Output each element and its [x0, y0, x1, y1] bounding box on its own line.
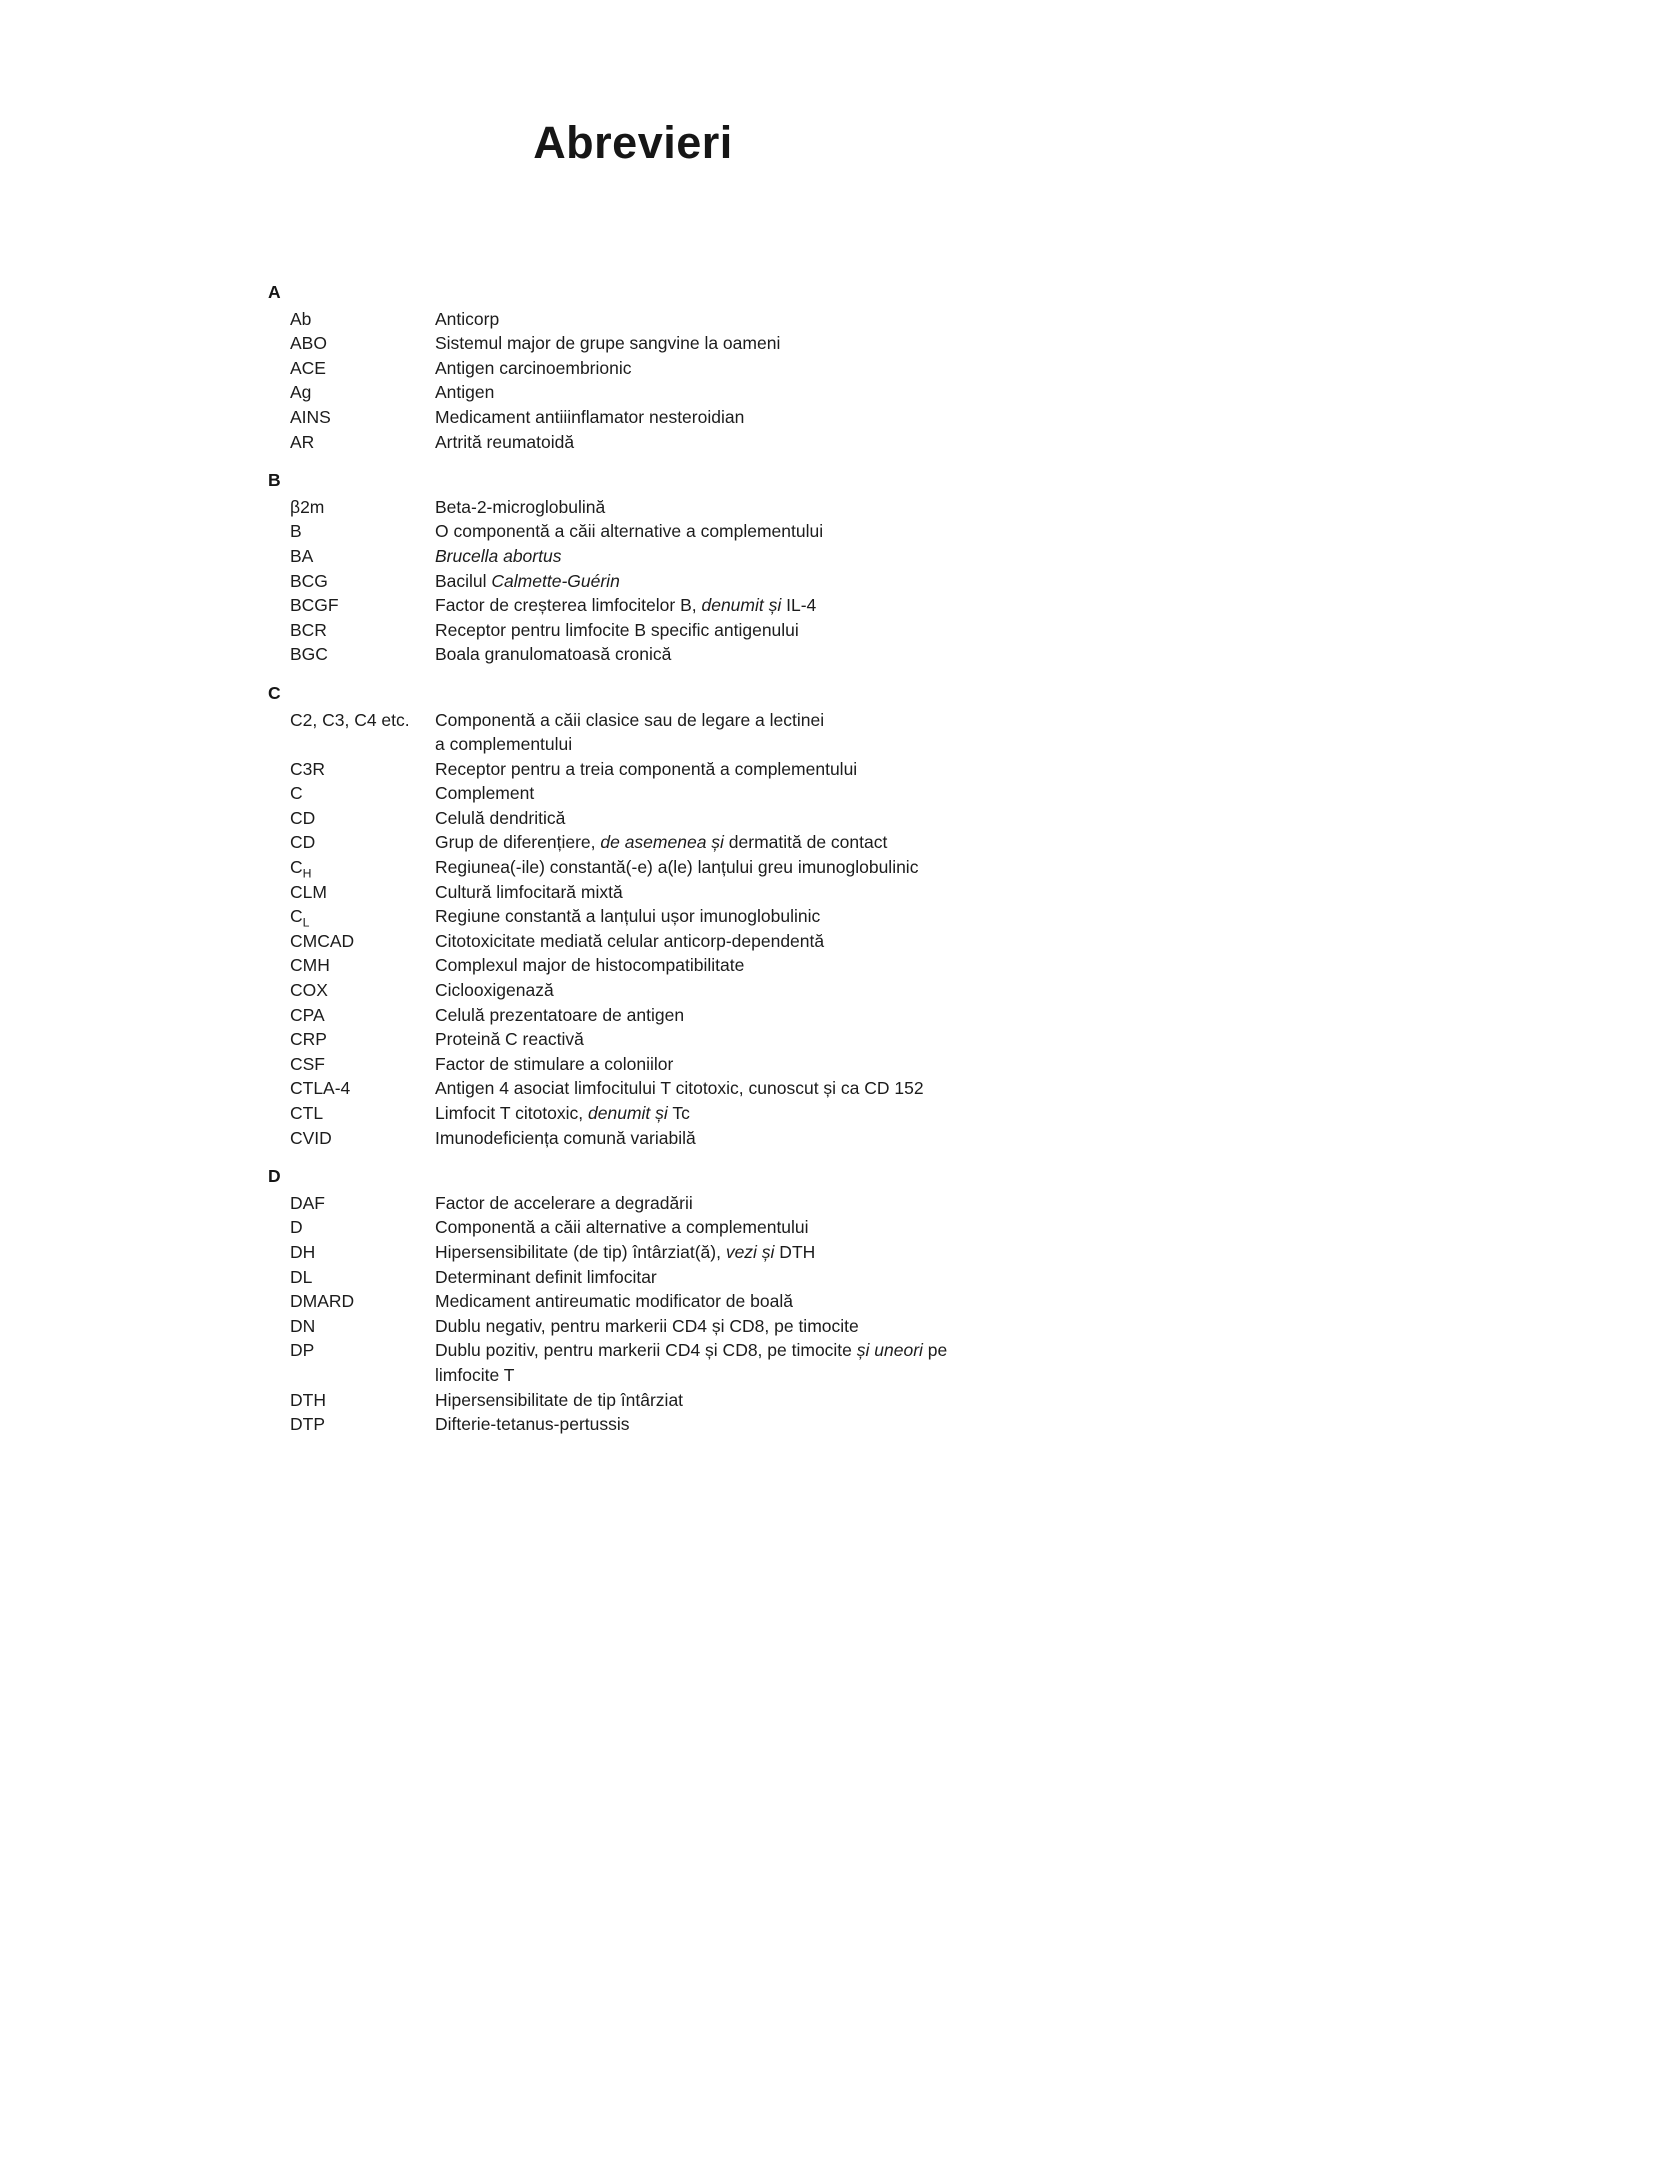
text-segment: BGC	[290, 644, 328, 665]
text-segment: Celulă dendritică	[435, 807, 566, 828]
abbreviation-term	[290, 1240, 435, 1265]
text-segment: Beta-2-microglobulină	[435, 496, 606, 517]
text-segment: BCR	[290, 619, 327, 640]
abbreviation-definition	[435, 1076, 998, 1101]
text-segment: CVID	[290, 1127, 332, 1148]
abbreviation-term	[290, 1265, 435, 1290]
abbreviation-row	[268, 593, 998, 618]
abbreviation-term	[290, 1215, 435, 1240]
text-segment: Antigen carcinoembrionic	[435, 357, 632, 378]
text-segment: Regiune constantă a lanțului ușor imunoglobulinic	[435, 906, 821, 927]
text-segment: Antigen	[435, 382, 495, 403]
text-segment: DTH	[774, 1241, 816, 1262]
abbreviation-term	[290, 1191, 435, 1216]
text-segment: Limfocit T citotoxic,	[435, 1103, 589, 1123]
italic-text: de asemenea și	[600, 832, 724, 853]
abbreviation-definition	[435, 380, 998, 405]
abbreviation-row	[268, 1289, 998, 1314]
text-segment: IL-4	[781, 595, 817, 616]
text-segment: BCGF	[290, 595, 339, 616]
page-title: Abrevieri	[533, 117, 733, 168]
text-segment: Dublu negativ, pentru markerii CD4 și CD8, pe timocite	[435, 1315, 859, 1336]
text-segment: DAF	[290, 1192, 325, 1213]
text-segment: Componentă a căii alternative a complementului	[435, 1217, 809, 1238]
text-segment: Difterie-tetanus-pertussis	[435, 1414, 630, 1435]
abbreviation-row	[268, 356, 998, 381]
section-letter-heading: B	[268, 470, 281, 491]
text-segment: Boala granulomatoasă cronică	[435, 644, 672, 665]
section-a	[268, 280, 998, 454]
abbreviation-definition	[435, 618, 998, 643]
text-segment: ABO	[290, 333, 327, 354]
text-segment: Ag	[290, 382, 312, 403]
section-letter-heading: D	[268, 1166, 281, 1187]
text-segment: Ab	[290, 308, 312, 329]
section-letter-heading: A	[268, 282, 281, 302]
abbreviation-row	[268, 405, 998, 430]
abbreviation-definition	[435, 569, 998, 594]
text-segment: Complement	[435, 783, 535, 804]
abbreviation-definition	[435, 1388, 998, 1413]
text-segment: COX	[290, 980, 328, 1001]
abbreviation-definition	[435, 757, 998, 782]
italic-text: denumit și	[588, 1103, 668, 1123]
abbreviation-row	[268, 708, 998, 757]
abbreviation-row	[268, 569, 998, 594]
abbreviation-definition	[435, 1338, 998, 1387]
text-segment: Hipersensibilitate (de tip) întârziat(ă),	[435, 1241, 726, 1262]
section-d	[268, 1164, 998, 1437]
text-segment: CLM	[290, 881, 327, 902]
text-segment: Componentă a căii clasice sau de legare a lectinei	[435, 709, 825, 730]
abbreviation-row	[268, 855, 998, 880]
abbreviation-term	[290, 1314, 435, 1339]
text-segment: β2m	[290, 496, 325, 517]
abbreviation-term	[290, 1412, 435, 1437]
abbreviation-row	[268, 880, 998, 905]
abbreviation-term	[290, 1289, 435, 1314]
abbreviation-row	[268, 757, 998, 782]
abbreviation-definition	[435, 519, 998, 544]
abbreviation-definition	[435, 405, 998, 430]
abbreviation-term	[290, 757, 435, 782]
abbreviation-definition	[435, 855, 998, 880]
abbreviation-row	[268, 307, 998, 332]
abbreviation-term	[290, 1388, 435, 1413]
abbreviation-row	[268, 1191, 998, 1216]
text-segment: a complementului	[435, 734, 573, 755]
abbreviation-row	[268, 642, 998, 667]
text-segment: BA	[290, 545, 314, 566]
text-segment: CD	[290, 832, 316, 853]
abbreviation-term	[290, 708, 435, 733]
subscript-text: H	[302, 866, 312, 881]
text-segment: limfocite T	[435, 1364, 515, 1385]
abbreviation-row	[268, 519, 998, 544]
text-segment: ACE	[290, 357, 326, 378]
abbreviation-definition	[435, 544, 998, 569]
abbreviation-row	[268, 1338, 998, 1387]
text-segment: dermatită de contact	[723, 832, 888, 853]
abbreviation-term	[290, 593, 435, 618]
text-segment: Cultură limfocitară mixtă	[435, 881, 623, 902]
text-segment: Artrită reumatoidă	[435, 431, 575, 452]
text-segment: CD	[290, 807, 316, 828]
abbreviation-term	[290, 1027, 435, 1052]
abbreviation-term	[290, 618, 435, 643]
abbreviation-row	[268, 953, 998, 978]
abbreviation-definition	[435, 1289, 998, 1314]
text-segment: C2, C3, C4 etc.	[290, 709, 410, 730]
abbreviation-definition	[435, 1240, 998, 1265]
text-segment: Celulă prezentatoare de antigen	[435, 1004, 685, 1025]
text-segment: CMH	[290, 955, 330, 976]
abbreviation-row	[268, 618, 998, 643]
abbreviation-term	[290, 544, 435, 569]
abbreviation-row	[268, 1215, 998, 1240]
text-segment: AINS	[290, 406, 331, 427]
abbreviation-row	[268, 781, 998, 806]
subscript-text: L	[302, 915, 310, 930]
text-segment: Regiunea(-ile) constantă(-e) a(le) lanțului greu imunoglobulinic	[435, 857, 919, 878]
abbreviation-row	[268, 1126, 998, 1151]
text-segment: Receptor pentru limfocite B specific antigenului	[435, 619, 799, 640]
text-segment: Determinant definit limfocitar	[435, 1266, 657, 1287]
abbreviation-term	[290, 929, 435, 954]
section-letter-heading: C	[268, 682, 281, 703]
text-segment: B	[290, 521, 302, 542]
text-segment: Ciclooxigenază	[435, 980, 554, 1001]
text-segment: C	[290, 857, 303, 878]
text-segment: Hipersensibilitate de tip întârziat	[435, 1389, 684, 1410]
text-segment: Sistemul major de grupe sangvine la oameni	[435, 333, 781, 354]
abbreviation-row	[268, 380, 998, 405]
abbreviation-definition	[435, 1412, 998, 1437]
text-segment: Dublu pozitiv, pentru markerii CD4 și CD8, pe timocite	[435, 1340, 857, 1361]
text-segment: DN	[290, 1315, 316, 1336]
abbreviation-term	[290, 405, 435, 430]
text-segment: CRP	[290, 1029, 327, 1050]
abbreviation-definition	[435, 1003, 998, 1028]
text-segment: Factor de accelerare a degradării	[435, 1192, 693, 1213]
abbreviation-term	[290, 642, 435, 667]
text-segment: C	[290, 906, 303, 927]
section-b	[268, 468, 998, 667]
abbreviation-row	[268, 544, 998, 569]
text-segment: C3R	[290, 758, 326, 779]
abbreviation-term	[290, 1101, 435, 1126]
abbreviation-definition	[435, 331, 998, 356]
abbreviation-row	[268, 904, 998, 929]
text-segment: DTH	[290, 1389, 326, 1410]
abbreviation-term	[290, 430, 435, 455]
abbreviation-row	[268, 1101, 998, 1126]
text-segment: BCG	[290, 570, 328, 591]
text-segment: DL	[290, 1266, 313, 1287]
italic-text: și uneori	[856, 1340, 923, 1361]
italic-text: Brucella abortus	[435, 545, 562, 566]
text-segment: DP	[290, 1340, 315, 1361]
text-segment: Grup de diferențiere,	[435, 832, 601, 853]
abbreviation-row	[268, 929, 998, 954]
text-segment: Medicament antiiinflamator nesteroidian	[435, 406, 745, 427]
abbreviation-definition	[435, 1265, 998, 1290]
abbreviation-row	[268, 331, 998, 356]
text-segment: Complexul major de histocompatibilitate	[435, 955, 745, 976]
abbreviation-definition	[435, 495, 998, 520]
italic-text: vezi și	[725, 1241, 775, 1262]
abbreviation-term	[290, 331, 435, 356]
abbreviation-row	[268, 1412, 998, 1437]
abbreviation-definition	[435, 593, 998, 618]
abbreviation-row	[268, 1314, 998, 1339]
italic-text: denumit și	[701, 595, 782, 616]
abbreviation-term	[290, 880, 435, 905]
text-segment: Bacilul	[435, 570, 492, 591]
abbreviation-row	[268, 806, 998, 831]
abbreviation-row	[268, 978, 998, 1003]
text-segment: Medicament antireumatic modificator de boală	[435, 1291, 793, 1312]
abbreviation-definition	[435, 781, 998, 806]
abbreviation-term	[290, 1338, 435, 1363]
abbreviation-definition	[435, 708, 998, 757]
abbreviation-definition	[435, 1101, 998, 1126]
abbreviation-term	[290, 855, 435, 880]
abbreviation-term	[290, 1003, 435, 1028]
abbreviation-definition	[435, 1314, 998, 1339]
abbreviation-definition	[435, 430, 998, 455]
abbreviation-definition	[435, 806, 998, 831]
abbreviation-row	[268, 1076, 998, 1101]
abbreviation-term	[290, 380, 435, 405]
abbreviation-list	[268, 280, 998, 1437]
abbreviation-row	[268, 430, 998, 455]
abbreviation-definition	[435, 929, 998, 954]
abbreviation-term	[290, 806, 435, 831]
abbreviation-definition	[435, 1215, 998, 1240]
text-segment: Receptor pentru a treia componentă a complementului	[435, 758, 858, 779]
text-segment: Tc	[667, 1103, 690, 1123]
text-segment: D	[290, 1217, 303, 1238]
abbreviation-row	[268, 1052, 998, 1077]
text-segment: CPA	[290, 1004, 325, 1025]
abbreviation-term	[290, 495, 435, 520]
text-segment: DMARD	[290, 1291, 355, 1312]
abbreviation-row	[268, 830, 998, 855]
abbreviation-definition	[435, 1027, 998, 1052]
abbreviation-definition	[435, 880, 998, 905]
text-segment: CSF	[290, 1053, 325, 1074]
abbreviation-term	[290, 978, 435, 1003]
section-c	[268, 681, 998, 1150]
abbreviation-definition	[435, 307, 998, 332]
abbreviation-term	[290, 356, 435, 381]
abbreviation-definition	[435, 904, 998, 929]
abbreviation-definition	[435, 642, 998, 667]
text-segment: Antigen 4 asociat limfocitului T citotoxic, cunoscut și ca CD 152	[435, 1078, 924, 1099]
abbreviation-definition	[435, 978, 998, 1003]
text-segment: AR	[290, 431, 315, 452]
abbreviation-row	[268, 1388, 998, 1413]
abbreviation-term	[290, 1076, 435, 1101]
abbreviation-row	[268, 1240, 998, 1265]
text-segment: Anticorp	[435, 308, 500, 329]
abbreviation-definition	[435, 356, 998, 381]
text-segment: CTL	[290, 1103, 324, 1123]
text-segment: CTLA-4	[290, 1078, 351, 1099]
abbreviation-definition	[435, 1191, 998, 1216]
abbreviation-definition	[435, 953, 998, 978]
abbreviation-definition	[435, 830, 998, 855]
abbreviation-row	[268, 495, 998, 520]
italic-text: Calmette-Guérin	[491, 570, 620, 591]
text-segment: DTP	[290, 1414, 325, 1435]
abbreviation-term	[290, 307, 435, 332]
abbreviation-definition	[435, 1052, 998, 1077]
abbreviation-row	[268, 1027, 998, 1052]
text-segment: Factor de stimulare a coloniilor	[435, 1053, 674, 1074]
text-segment: pe	[922, 1340, 948, 1361]
abbreviation-term	[290, 1052, 435, 1077]
text-segment: Proteină C reactivă	[435, 1029, 584, 1050]
abbreviation-definition	[435, 1126, 998, 1151]
abbreviation-term	[290, 519, 435, 544]
abbreviation-term	[290, 830, 435, 855]
text-segment: O componentă a căii alternative a complementului	[435, 521, 824, 542]
text-segment: CMCAD	[290, 930, 355, 951]
text-segment: DH	[290, 1241, 316, 1262]
text-segment: C	[290, 783, 303, 804]
text-segment: Imunodeficiența comună variabilă	[435, 1127, 696, 1148]
abbreviation-term	[290, 781, 435, 806]
abbreviation-row	[268, 1265, 998, 1290]
abbreviation-term	[290, 904, 435, 929]
abbreviation-term	[290, 569, 435, 594]
text-segment: Factor de creșterea limfocitelor B,	[435, 595, 702, 616]
abbreviation-term	[290, 953, 435, 978]
abbreviation-row	[268, 1003, 998, 1028]
abbreviation-term	[290, 1126, 435, 1151]
text-segment: Citotoxicitate mediată celular anticorp-dependentă	[435, 930, 825, 951]
